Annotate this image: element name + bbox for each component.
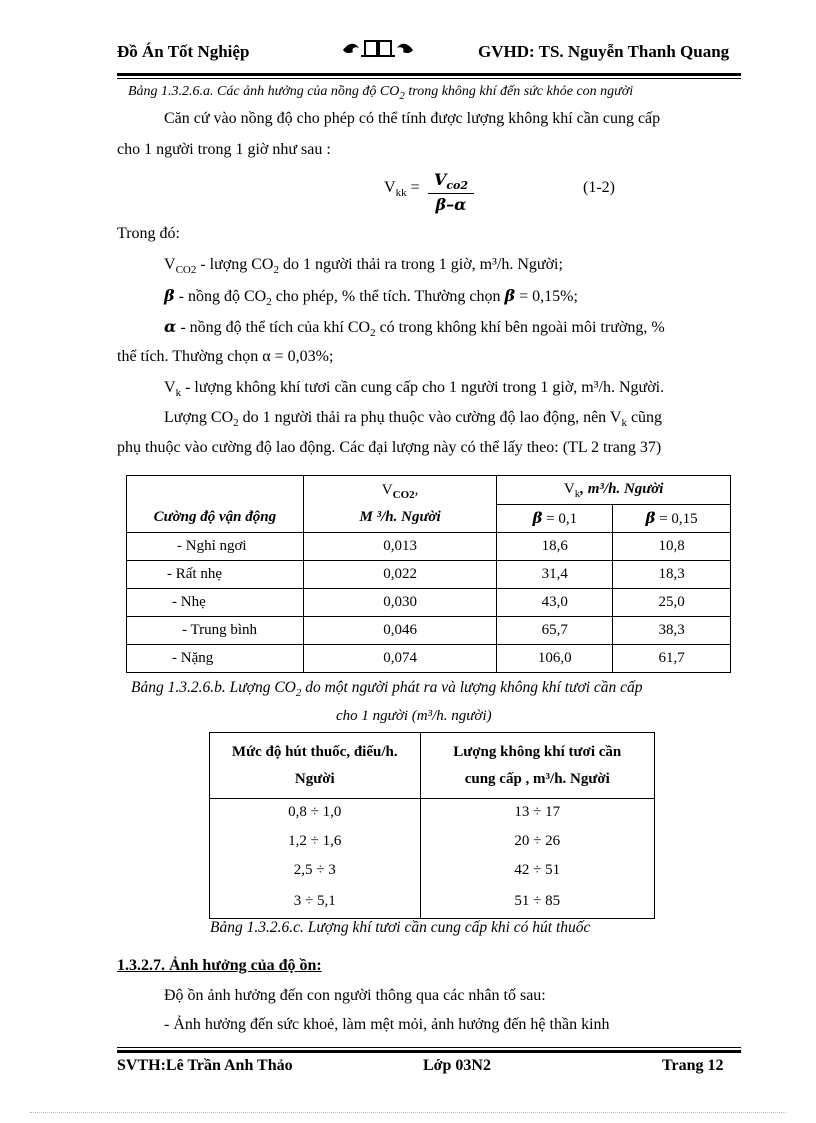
section-title: 1.3.2.7. Ảnh hưởng của độ ồn:: [117, 957, 322, 974]
table-row: [210, 856, 655, 885]
cell-air: 20 ÷ 26: [420, 827, 654, 856]
table-smoking-airflow: [209, 732, 655, 919]
cell-beta1: 31,4: [497, 561, 613, 589]
cell-beta2: 10,8: [613, 533, 731, 561]
th-vk: $V_k$, m³/h. Người: [497, 476, 731, 505]
caption-c: Bảng 1.3.2.6.c. Lượng khí tươi cần cung cấp khi có hút thuốc: [210, 919, 591, 936]
section-line1: Độ ồn ảnh hưởng đến con người thông qua các nhân tố sau:: [164, 987, 546, 1004]
cell-beta2: 61,7: [613, 645, 731, 673]
cell-activity: - Nhẹ: [127, 589, 304, 617]
cell-activity: - Nặng: [127, 645, 304, 673]
para1-line2: cho 1 người trong 1 giờ như sau :: [117, 141, 331, 158]
cell-beta1: 65,7: [497, 617, 613, 645]
table-row: [127, 645, 731, 673]
fraction-bar: [428, 193, 474, 194]
th-beta-1: β = 0,1: [497, 505, 613, 533]
cell-smoke: 0,8 ÷ 1,0: [210, 799, 421, 827]
cell-vco2: 0,046: [303, 617, 497, 645]
cell-smoke: 3 ÷ 5,1: [210, 885, 421, 919]
formula-lhs: $V_{kk}$ =: [384, 179, 420, 200]
th-activity: Cường độ vận động: [127, 476, 304, 533]
footer-left: SVTH:Lê Trần Anh Thảo: [117, 1057, 293, 1074]
section-line2: - Ảnh hưởng đến sức khoẻ, làm mệt mỏi, ảnh hưởng đến hệ thần kinh: [164, 1016, 610, 1033]
def-alpha-line2: thể tích. Thường chọn α = 0,03%;: [117, 348, 334, 365]
cell-vco2: 0,074: [303, 645, 497, 673]
cell-air: 42 ÷ 51: [420, 856, 654, 885]
cell-activity: - Rất nhẹ: [127, 561, 304, 589]
def-vco2: $V_{CO2}$ - lượng $CO_2$ do 1 người thải ra trong 1 giờ, m³/h. Người;: [164, 256, 563, 277]
formula-fraction: [428, 170, 474, 214]
cell-activity: - Trung bình: [127, 617, 304, 645]
cell-beta2: 25,0: [613, 589, 731, 617]
table-row: [127, 589, 731, 617]
th-smoking: Mức độ hút thuốc, điếu/h. Người: [210, 733, 421, 799]
caption-b-line2: cho 1 người (m³/h. người): [336, 708, 492, 724]
cell-beta2: 38,3: [613, 617, 731, 645]
footer-rule-thin: [117, 1047, 741, 1048]
header-left: Đồ Án Tốt Nghiệp: [117, 42, 250, 61]
caption-a: Bảng 1.3.2.6.a. Các ảnh hưởng của nồng độ $CO_2$ trong không khí đến sức khỏe con người: [128, 84, 634, 102]
cell-beta1: 106,0: [497, 645, 613, 673]
cell-beta1: 18,6: [497, 533, 613, 561]
th-beta-2: β = 0,15: [613, 505, 731, 533]
def-vk: $V_k$ - lượng không khí tươi cần cung cấp cho 1 người trong 1 giờ, m³/h. Người.: [164, 379, 665, 400]
header-rule: [117, 73, 741, 76]
formula-denominator: β–α: [435, 195, 467, 215]
cell-vco2: 0,013: [303, 533, 497, 561]
table-row: [210, 799, 655, 827]
cell-activity: - Nghỉ ngơi: [127, 533, 304, 561]
header-right: GVHD: TS. Nguyễn Thanh Quang: [478, 42, 730, 61]
th-fresh-air: Lượng không khí tươi cần cung cấp , m³/h. Người: [420, 733, 654, 799]
where-label: Trong đó:: [117, 225, 180, 242]
footer-rule: [117, 1050, 741, 1053]
cell-vco2: 0,022: [303, 561, 497, 589]
cell-vco2: 0,030: [303, 589, 497, 617]
footer-right: Trang 12: [662, 1057, 724, 1074]
para2-line1: Lượng $CO_2$ do 1 người thải ra phụ thuộc vào cường độ lao động, nên $V_k$ cũng: [164, 409, 663, 430]
cell-air: 13 ÷ 17: [420, 799, 654, 827]
cell-smoke: 2,5 ÷ 3: [210, 856, 421, 885]
header-rule-thin: [117, 78, 741, 79]
table-row: [210, 885, 655, 919]
table-co2-airflow: [126, 475, 731, 673]
cell-beta1: 43,0: [497, 589, 613, 617]
cell-smoke: 1,2 ÷ 1,6: [210, 827, 421, 856]
cell-air: 51 ÷ 85: [420, 885, 654, 919]
page-edge: [30, 1112, 786, 1113]
table-row: [210, 827, 655, 856]
caption-b-line1: Bảng 1.3.2.6.b. Lượng $CO_2$ do một người phát ra và lượng không khí tươi cần cấp: [131, 679, 643, 700]
def-alpha: α - nồng độ thể tích của khí $CO_2$ có trong không khí bên ngoài môi trường, %: [164, 317, 665, 340]
th-vco2: $V_{CO2}$, M ³/h. Người: [303, 476, 497, 533]
footer-center: Lớp 03N2: [423, 1057, 491, 1074]
table-row: [127, 561, 731, 589]
book-ornament-icon: [341, 38, 415, 60]
formula-numerator: $V_{co2}$: [433, 170, 469, 193]
table-row: [127, 533, 731, 561]
formula-number: (1-2): [583, 179, 615, 196]
para2-line2: phụ thuộc vào cường độ lao động. Các đại lượng này có thể lấy theo: (TL 2 trang 37): [117, 439, 662, 456]
table-row: [127, 617, 731, 645]
def-beta: β - nồng độ $CO_2$ cho phép, % thể tích. Thường chọn β = 0,15%;: [164, 286, 578, 309]
para1-line1: Căn cứ vào nồng độ cho phép có thể tính được lượng không khí cần cung cấp: [164, 110, 661, 127]
cell-beta2: 18,3: [613, 561, 731, 589]
